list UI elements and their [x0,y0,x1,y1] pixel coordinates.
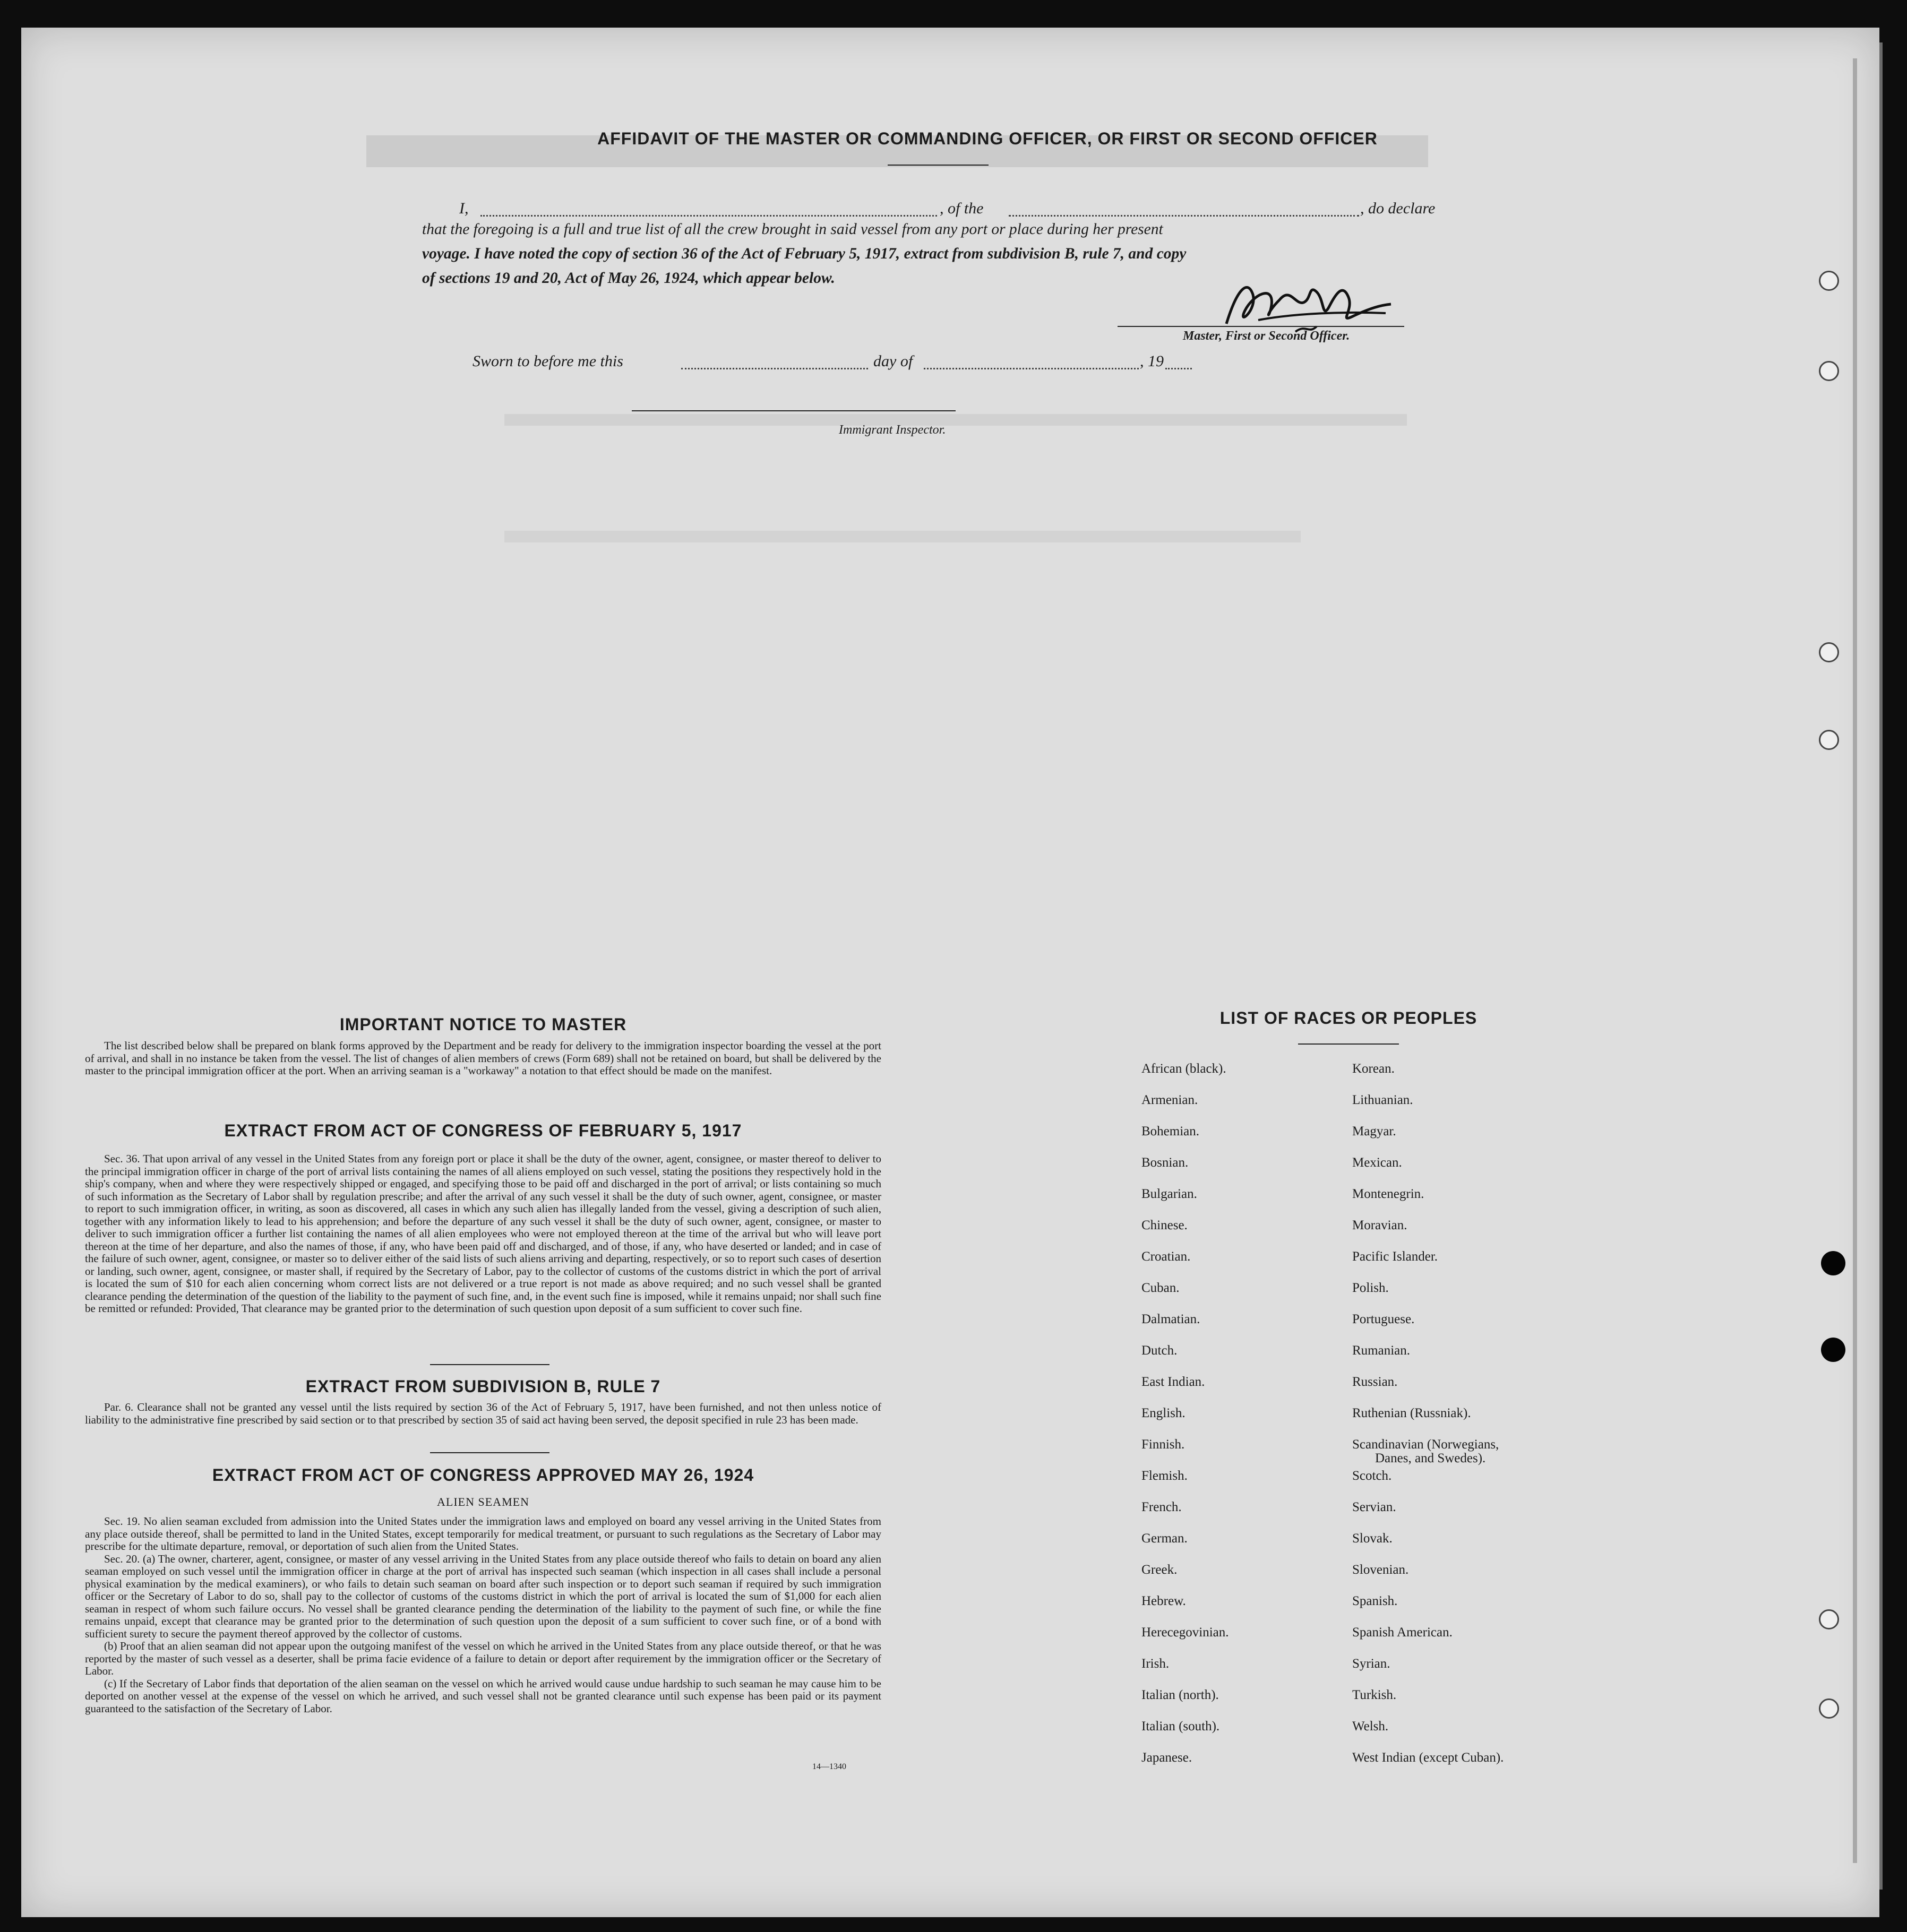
declaration-line-1 [459,200,469,218]
declaration-line-2: that the foregoing is a full and true list of all the crew brought in said vessel from any port or place during her present [422,221,1163,238]
sworn-year: , 19 [1140,352,1164,370]
race-item-left: French. [1141,1500,1182,1514]
declaration-line-4: of sections 19 and 20, Act of May 26, 1924, which appear below. [422,270,835,287]
sworn-year-field[interactable] [1165,368,1192,369]
race-item-right: Lithuanian. [1352,1093,1413,1107]
section-36-text: Sec. 36. That upon arrival of any vessel in the United States from any foreign port or place it shall be the duty of the owner, agent, consignee, or master thereof to deliver to the principal immigration officer in charge of the port of arrival lists containing the names of all aliens employed on such vessel, stating the positions they respectively hold in the ship's company, when and where they were respectively shipped or engaged, and specifying those to be paid off and discharged in the port of arrival; or lists containing so much of such information as the Secretary of Labor shall by regulation prescribe; and after the arrival of any such vessel it shall be the duty of such owner, agent, consignee, or master to report to such immigration officer, in writing, as soon as discovered, all cases in which any such alien has illegally landed from the vessel, giving a description of such alien, together with any information likely to lead to his apprehension; and before the departure of any such vessel it shall be the duty of such owner, agent, consignee, or master to deliver to such immigration officer a further list containing the names of all alien employees who were not employed thereon at the time of the arrival but who will leave port thereon at the time of her departure, and also the names of those, if any, who have been paid off and discharged, and of those, if any, who have deserted or landed; and in case of the failure of such owner, agent, consignee, or master so to deliver either of the said lists of such aliens arriving and departing, respectively, or so to report such cases of desertion or landing, such owner, agent, consignee, or master shall, if required by the Secretary of Labor, pay to the collector of customs of the customs district in which the port of arrival is located the sum of $10 for each alien concerning whom correct lists are not delivered or a true report is not made as above required; and no such vessel shall be granted clearance pending the determination of the question of the liability to the payment of such fine, and, in the event such fine is imposed, while it remains unpaid; nor shall such fine be remitted or refunded: Provided, That clearance may be granted prior to the determination of such question upon deposit of a sum sufficient to cover such fine. [85,1152,881,1315]
sworn-prefix: Sworn to before me this [473,352,623,370]
section-20a-text: Sec. 20. (a) The owner, charterer, agent, consignee, or master of any vessel arriving in the United States from any place outside thereof who fails to detain on board any alien seaman employed on such vessel until the immigration officer in charge at the port of arrival has inspected such seaman (which inspection in all cases shall include a personal physical examination by the medical examiners), or who fails to detain such seaman on board after such inspection or to deport such seaman if required by such immigration officer or the Secretary of Labor to do so, shall pay to the collector of customs of the customs district in which the port of arrival is located the sum of $1,000 for each alien seaman in respect of whom such failure occurs. No vessel shall be granted clearance pending the determination of the liability to the payment of such fine, or while the fine remains unpaid, except that clearance may be granted prior to the determination of such question upon the deposit of a sum sufficient to cover such fine, or of a bond with sufficient surety to secure the payment thereof approved by the collector of customs. [85,1552,881,1640]
extract-1917-body [85,1153,881,1315]
extract-1924-body [85,1515,881,1715]
race-item-left: Croatian. [1141,1249,1191,1264]
notice-body [85,1040,881,1077]
bleed-through-mark [504,531,1301,542]
race-item-right: Moravian. [1352,1218,1407,1232]
race-item-left: Italian (north). [1141,1688,1219,1702]
extract-1924-title: EXTRACT FROM ACT OF CONGRESS APPROVED MAY 26, 1924 [212,1465,754,1485]
race-item-left: African (black). [1141,1062,1226,1076]
binder-hole-punched [1821,1251,1845,1275]
race-item-left: Bohemian. [1141,1124,1200,1138]
binder-hole [1819,271,1839,291]
extract-rule7-body [85,1401,881,1426]
race-item-left: Greek. [1141,1563,1178,1577]
race-item-left: Cuban. [1141,1281,1180,1295]
section-20c-text: (c) If the Secretary of Labor finds that deportation of the alien seaman on the vessel on which he arrived would cause undue hardship to such seaman he may cause him to be deported on another vessel at the expense of the vessel on which he arrived, and such vessel shall not be granted clearance until such expense has been paid or its payment guaranteed to the satisfaction of the Secretary of Labor. [85,1677,881,1715]
race-item-right: Spanish. [1352,1594,1398,1608]
race-item-right: Spanish American. [1352,1625,1453,1640]
sworn-month-field[interactable] [924,368,1139,369]
of-the-label: , of the [940,200,984,217]
race-item-right: Korean. [1352,1062,1395,1076]
race-item-left: Herecegovinian. [1141,1625,1229,1640]
races-title-underline [1298,1043,1399,1045]
race-item-right: Mexican. [1352,1155,1402,1170]
section-19-text: Sec. 19. No alien seaman excluded from admission into the United States under the immigration laws and employed on board any vessel arriving in the United States from any place outside thereof, shall be permitted to land in the United States, except temporarily for medical treatment, or pursuant to such regulations as the Secretary of Labor may prescribe for the ultimate departure, removal, or deportation of such alien from the United States. [85,1515,881,1552]
race-item-right: Pacific Islander. [1352,1249,1438,1264]
binder-hole [1819,1698,1839,1719]
race-item-continuation: Danes, and Swedes). [1375,1451,1486,1465]
races-title: LIST OF RACES OR PEOPLES [1219,1008,1478,1028]
extract-rule7-title: EXTRACT FROM SUBDIVISION B, RULE 7 [305,1377,661,1396]
race-item-left: East Indian. [1141,1375,1205,1389]
race-item-right: Syrian. [1352,1657,1390,1671]
inspector-caption: Immigrant Inspector. [839,423,946,437]
race-item-right: Welsh. [1352,1719,1389,1733]
do-declare-label: , do declare [1360,200,1436,217]
signature-line [1118,326,1404,327]
binder-hole [1819,642,1839,662]
binder-hole [1819,1609,1839,1629]
name-field[interactable] [480,215,937,217]
sworn-day-field[interactable] [681,368,868,369]
race-item-left: Chinese. [1141,1218,1188,1232]
page-edge [1853,58,1857,1863]
race-item-left: English. [1141,1406,1186,1420]
affidavit-title: AFFIDAVIT OF THE MASTER OR COMMANDING OFFICER, OR FIRST OR SECOND OFFICER [597,129,1378,148]
race-item-left: Hebrew. [1141,1594,1186,1608]
divider [430,1452,549,1453]
race-item-right: Rumanian. [1352,1343,1411,1358]
inspector-signature-line [632,410,956,411]
notice-title: IMPORTANT NOTICE TO MASTER [339,1015,627,1034]
race-item-right: Slovak. [1352,1531,1393,1546]
race-item-left: Dalmatian. [1141,1312,1200,1326]
sworn-day-of: day of [873,352,913,370]
race-item-right: Montenegrin. [1352,1187,1424,1201]
notice-text: The list described below shall be prepared on blank forms approved by the Department and be ready for delivery to the immigration inspector boarding the vessel at the port of arrival, and shall in no instance be taken from the vessel. The list of changes of alien members of crews (Form 689) shall not be retained on board, but shall be delivered by the master to the principal immigration officer at the port. When an arriving seaman is a "workaway" a notation to that effect should be made on the manifest. [85,1039,881,1077]
race-item-left: Flemish. [1141,1469,1188,1483]
race-item-left: Armenian. [1141,1093,1198,1107]
extract-1917-title: EXTRACT FROM ACT OF CONGRESS OF FEBRUARY 5, 1917 [224,1121,742,1140]
vessel-field[interactable] [1009,215,1359,217]
race-item-right: Scandinavian (Norwegians, [1352,1437,1499,1452]
binder-hole [1819,361,1839,381]
paragraph-6-text: Par. 6. Clearance shall not be granted any vessel until the lists required by section 36 of the Act of February 5, 1917, have been furnished, and not then unless notice of liability to the administrative fine prescribed by said section or to that prescribed by section 35 of said act having been served, the deposit specified in rule 23 has been made. [85,1401,881,1426]
race-item-right: Turkish. [1352,1688,1397,1702]
declaration-i: I, [459,200,469,217]
race-item-left: Bulgarian. [1141,1187,1197,1201]
declaration-line-3: voyage. I have noted the copy of section 36 of the Act of February 5, 1917, extract from subdivision B, rule 7, and copy [422,245,1187,262]
bleed-through-mark [504,414,1407,426]
race-item-right: Russian. [1352,1375,1398,1389]
divider [430,1364,549,1365]
section-20b-text: (b) Proof that an alien seaman did not appear upon the outgoing manifest of the vessel on which he arrived in the United States from any place outside thereof, or that he was reported by the master of such vessel as a deserter, shall be prima facie evidence of a failure to detain or deport after requirement by the immigration officer or the Secretary of Labor. [85,1640,881,1677]
race-item-left: Italian (south). [1141,1719,1220,1733]
race-item-left: German. [1141,1531,1188,1546]
binder-hole [1819,730,1839,750]
race-item-left: Finnish. [1141,1437,1185,1452]
title-underline [888,165,989,166]
race-item-left: Dutch. [1141,1343,1178,1358]
race-item-right: Polish. [1352,1281,1389,1295]
race-item-right: Portuguese. [1352,1312,1415,1326]
page-edge-shadow [1879,42,1883,1890]
race-item-right: Magyar. [1352,1124,1396,1138]
race-item-left: Japanese. [1141,1750,1192,1765]
signature-caption: Master, First or Second Officer. [1183,329,1350,343]
binder-hole-punched [1821,1338,1845,1362]
race-item-right: Slovenian. [1352,1563,1409,1577]
form-number: 14—1340 [812,1762,846,1771]
race-item-left: Bosnian. [1141,1155,1189,1170]
race-item-right: Ruthenian (Russniak). [1352,1406,1471,1420]
race-item-right: Servian. [1352,1500,1396,1514]
race-item-left: Irish. [1141,1657,1170,1671]
race-item-right: West Indian (except Cuban). [1352,1750,1504,1765]
race-item-right: Scotch. [1352,1469,1392,1483]
alien-seamen-subtitle: ALIEN SEAMEN [437,1495,529,1508]
